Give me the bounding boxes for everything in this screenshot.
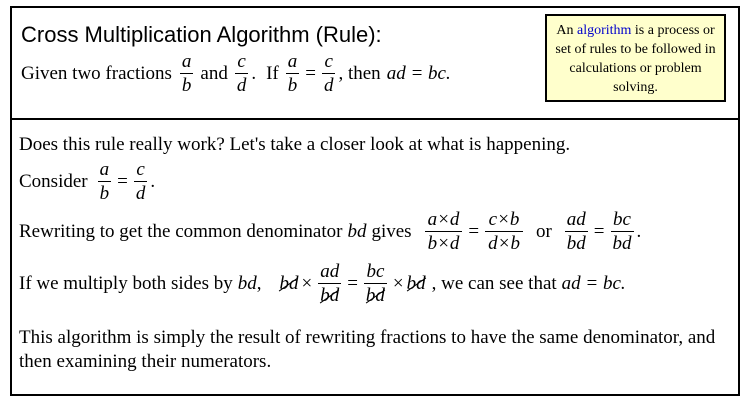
numerator: c (136, 159, 145, 180)
algorithm-link[interactable]: algorithm (576, 23, 632, 38)
period: . (150, 170, 156, 192)
fraction-c-d (134, 160, 148, 203)
multiply-line (19, 262, 626, 305)
definition-suffix: is a process or set of rules to be followed in calculations or problem solving. (555, 23, 716, 95)
equals-sign: = (347, 272, 358, 294)
numerator: bc (613, 209, 631, 230)
equals-sign: = (305, 62, 316, 84)
numerator: c×b (488, 209, 520, 230)
period: . (251, 62, 257, 84)
fraction-bc-over-bd-cancelled (364, 262, 387, 305)
numerator: a (99, 159, 110, 180)
gives-word: gives (371, 220, 412, 242)
cancelled-bd: bd (365, 285, 385, 306)
rewrite-line (19, 210, 641, 253)
page-title: Cross Multiplication Algorithm (Rule): (21, 22, 382, 47)
cancelled-bd: bd (279, 272, 299, 294)
times-sign: × (301, 272, 313, 294)
denominator (318, 283, 341, 305)
numerator: ad (566, 209, 586, 230)
fraction-cb-db (485, 210, 523, 253)
fraction-a-b (98, 160, 112, 203)
denominator: b (99, 183, 110, 204)
fraction-ad-bd (425, 210, 463, 253)
fraction-a-b (180, 52, 194, 95)
equals-sign: = (117, 170, 128, 192)
period: . (636, 220, 642, 242)
header-section (12, 8, 738, 120)
numerator: a (181, 51, 192, 72)
conclusion-text: This algorithm is simply the result of rewriting fractions to have the same denominator, and then examining their numerators. (19, 327, 716, 372)
numerator: c (237, 51, 246, 72)
multiply-tail: , we can see that (431, 272, 557, 294)
rewrite-lead: Rewriting to get the common denominator (19, 220, 343, 242)
denominator: b (181, 75, 192, 96)
question-text: Does this rule really work? Let's take a closer look at what is happening. (19, 134, 571, 155)
numerator: a (287, 51, 298, 72)
denominator: d (135, 183, 146, 204)
cancelled-bd: bd (406, 272, 426, 294)
numerator: bc (366, 261, 385, 282)
denominator: d (236, 75, 247, 96)
cancelled-bd: bd (320, 285, 340, 306)
numerator: c (324, 51, 333, 72)
definition-prefix: An (556, 23, 577, 38)
denominator: d (323, 75, 334, 96)
content-frame (10, 6, 740, 396)
definition-box (545, 14, 726, 102)
equals-sign: = (468, 220, 480, 242)
fraction-c-d (235, 52, 249, 95)
multiply-result: ad = bc. (561, 272, 626, 294)
then-word: , then (338, 62, 381, 84)
given-result: ad = bc. (386, 62, 451, 84)
bd-term: bd (347, 220, 367, 242)
denominator (364, 283, 387, 305)
fraction-bc-over-bd (611, 210, 634, 253)
denominator: b (287, 75, 298, 96)
fraction-a-b (286, 52, 300, 95)
multiply-lead: If we multiply both sides by (19, 272, 233, 294)
or-word: or (535, 220, 552, 242)
given-lead: Given two fractions (21, 62, 172, 84)
numerator: a×d (427, 209, 460, 230)
denominator: bd (566, 233, 586, 254)
numerator: ad (320, 261, 340, 282)
fraction-c-d (322, 52, 336, 95)
denominator: bd (612, 233, 632, 254)
denominator: b×d (425, 231, 463, 253)
fraction-ad-over-bd (565, 210, 588, 253)
comma: , (256, 272, 262, 294)
denominator: d×b (485, 231, 523, 253)
fraction-ad-over-bd-cancelled (318, 262, 341, 305)
given-statement (21, 52, 451, 95)
bd-term: bd (237, 272, 257, 294)
and-word: and (200, 62, 228, 84)
times-sign: × (392, 272, 404, 294)
equals-sign: = (593, 220, 605, 242)
consider-lead: Consider (19, 170, 88, 192)
consider-line (19, 160, 155, 203)
if-word: If (266, 62, 279, 84)
